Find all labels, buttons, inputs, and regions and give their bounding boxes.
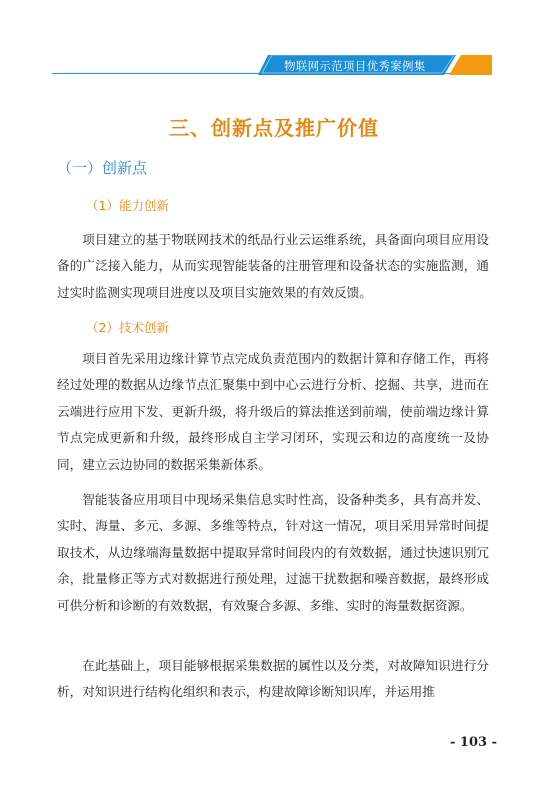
header-banner [258,55,492,75]
subsection-heading-ability: （1）能力创新 [86,198,169,213]
page-number: - 103 - [450,735,497,750]
section-heading: （一）创新点 [57,159,148,177]
paragraph: 项目建立的基于物联网技术的纸品行业云运维系统，具备面向项目应用设备的广泛接入能力，从而实现智能装备的注册管理和设备状态的实施监测，通过实时监测实现项目进度以及项目实施效果的有效反馈。 [57,232,489,300]
header-title: 物联网示范项目优秀案例集 [284,59,426,73]
subsection-heading-technology: （2）技术创新 [86,320,169,335]
paragraph: 项目首先采用边缘计算节点完成负责范围内的数据计算和存储工作，再将经过处理的数据从边缘节点汇聚集中到中心云进行分析、挖掘、共享，进而在云端进行应用下发、更新升级，将升级后的算法推送到前端，使前端边缘计算节点完成更新和升级，最终形成自主学习闭环，实现云和边的高度统一及协同，建立云边协同的数据采集新体系。 [57,351,489,472]
paragraph: 智能装备应用项目中现场采集信息实时性高，设备种类多，具有高并发、实时、海量、多元、多源、多维等特点，针对这一情况，项目采用异常时间提取技术，从边缘端海量数据中提取异常时间段内的有效数据，通过快速识别冗余，批量修正等方式对数据进行预处理，过滤干扰数据和噪音数据，最终形成可供分析和诊断的有效数据，有效聚合多源、多维、实时的海量数据资源。 [57,492,489,613]
chapter-title: 三、创新点及推广价值 [169,116,379,140]
paragraph: 在此基础上，项目能够根据采集数据的属性以及分类，对故障知识进行分析，对知识进行结构化组织和表示，构建故障诊断知识库，并运用推 [57,658,489,700]
